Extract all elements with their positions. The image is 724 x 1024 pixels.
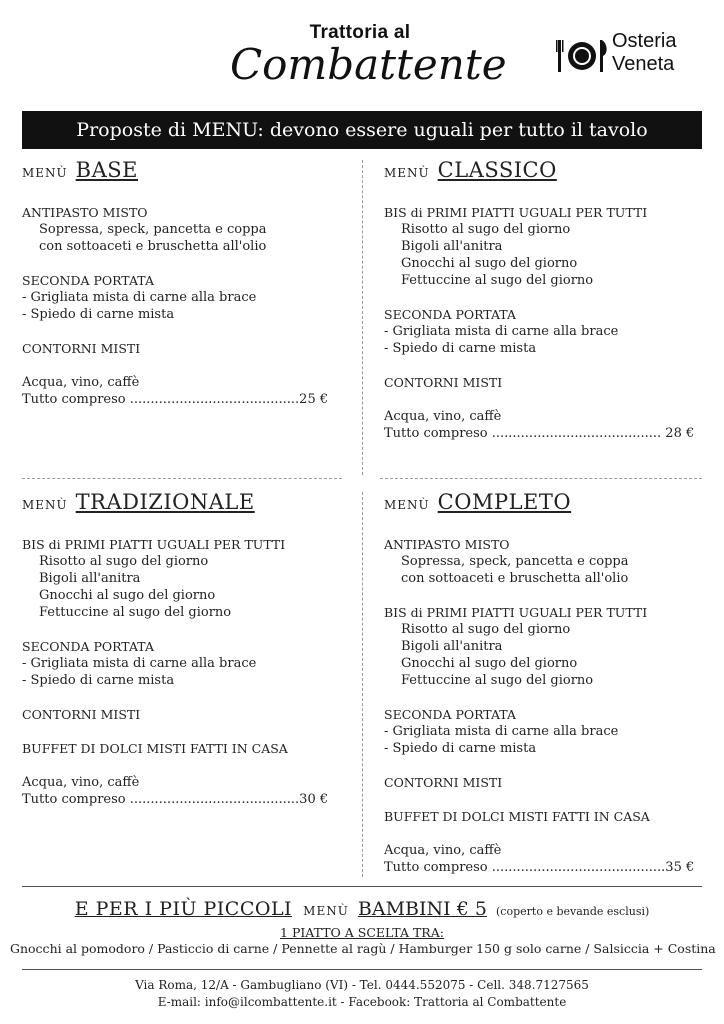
kids-menu-name: BAMBINI € 5 — [357, 898, 487, 920]
kids-choice-title: 1 PIATTO A SCELTA TRA: — [280, 925, 444, 940]
price-line: Tutto compreso .........................................30 € — [22, 792, 329, 807]
antipasto-line: con sottoaceti e bruschetta all'olio — [39, 239, 267, 254]
seconda-item: - Grigliata mista di carne alla brace — [22, 656, 257, 671]
restaurant-logo — [230, 22, 507, 89]
brand-script-text: Combattente — [230, 40, 507, 89]
antipasto-line: Sopressa, speck, pancetta e coppa — [401, 554, 629, 569]
primo-item: Gnocchi al sugo del giorno — [401, 256, 578, 271]
contorni-title: CONTORNI MISTI — [22, 341, 141, 356]
primo-item: Risotto al sugo del giorno — [39, 554, 209, 569]
osteria-veneta-text — [612, 30, 676, 76]
bis-title: BIS di PRIMI PIATTI UGUALI PER TUTTI — [384, 605, 648, 620]
menu-classico — [384, 158, 714, 442]
kids-menu-heading — [22, 898, 702, 920]
menu-label: MENÙ — [22, 498, 68, 512]
seconda-title: SECONDA PORTATA — [22, 639, 154, 654]
primo-item: Bigoli all'anitra — [401, 639, 503, 654]
osteria-veneta-logo — [556, 30, 706, 80]
primo-item: Fettuccine al sugo del giorno — [401, 673, 594, 688]
antipasto-title: ANTIPASTO MISTO — [22, 205, 148, 220]
drinks-line: Acqua, vino, caffè — [22, 375, 140, 390]
seconda-item: - Grigliata mista di carne alla brace — [22, 290, 257, 305]
primo-item: Gnocchi al sugo del giorno — [39, 588, 216, 603]
buffet-title: BUFFET DI DOLCI MISTI FATTI IN CASA — [22, 741, 288, 756]
kids-menu-label: MENÙ — [303, 904, 349, 918]
menu-completo-name: COMPLETO — [437, 490, 572, 514]
menu-base-name: BASE — [75, 158, 138, 182]
seconda-item: - Grigliata mista di carne alla brace — [384, 324, 619, 339]
osteria-line1: Osteria — [612, 30, 677, 52]
menu-label: MENÙ — [384, 166, 430, 180]
kids-menu-note: (coperto e bevande esclusi) — [496, 905, 650, 918]
column-divider-top — [362, 160, 363, 475]
column-divider-bottom — [362, 492, 363, 877]
menu-classico-heading — [384, 158, 714, 196]
footer-email-facebook: E-mail: info@ilcombattente.it - Facebook: Trattoria al Combattente — [157, 995, 567, 1009]
plate-cutlery-icon — [556, 36, 610, 76]
antipasto-title: ANTIPASTO MISTO — [384, 537, 510, 552]
primo-item: Risotto al sugo del giorno — [401, 622, 571, 637]
seconda-title: SECONDA PORTATA — [22, 273, 154, 288]
menu-tradizionale — [22, 490, 352, 808]
seconda-item: - Spiedo di carne mista — [384, 341, 537, 356]
row-divider-left — [22, 478, 342, 479]
footer-top-divider — [22, 969, 702, 970]
drinks-line: Acqua, vino, caffè — [384, 843, 502, 858]
kids-section-top-divider — [22, 886, 702, 887]
price-line: Tutto compreso ..........................................35 € — [384, 860, 695, 875]
menu-completo — [384, 490, 714, 876]
menu-proposals-banner: Proposte di MENU: devono essere uguali per tutto il tavolo — [22, 111, 702, 149]
seconda-item: - Spiedo di carne mista — [22, 673, 175, 688]
seconda-item: - Spiedo di carne mista — [384, 741, 537, 756]
menu-classico-name: CLASSICO — [437, 158, 557, 182]
menu-completo-heading — [384, 490, 714, 528]
antipasto-line: con sottoaceti e bruschetta all'olio — [401, 571, 629, 586]
primo-item: Fettuccine al sugo del giorno — [401, 273, 594, 288]
bis-title: BIS di PRIMI PIATTI UGUALI PER TUTTI — [384, 205, 648, 220]
seconda-title: SECONDA PORTATA — [384, 307, 516, 322]
brand-top-text: Trattoria al — [309, 22, 411, 43]
footer-contacts — [22, 977, 702, 1011]
contorni-title: CONTORNI MISTI — [22, 707, 141, 722]
primo-item: Risotto al sugo del giorno — [401, 222, 571, 237]
seconda-item: - Spiedo di carne mista — [22, 307, 175, 322]
kids-headline: E PER I PIÙ PICCOLI — [74, 898, 293, 920]
footer-address: Via Roma, 12/A - Gambugliano (VI) - Tel. 0444.552075 - Cell. 348.7127565 — [135, 978, 589, 992]
osteria-line2: Veneta — [612, 53, 675, 75]
drinks-line: Acqua, vino, caffè — [22, 775, 140, 790]
bis-title: BIS di PRIMI PIATTI UGUALI PER TUTTI — [22, 537, 286, 552]
menu-label: MENÙ — [22, 166, 68, 180]
primo-item: Fettuccine al sugo del giorno — [39, 605, 232, 620]
menu-base-heading — [22, 158, 352, 196]
seconda-item: - Grigliata mista di carne alla brace — [384, 724, 619, 739]
drinks-line: Acqua, vino, caffè — [384, 409, 502, 424]
contorni-title: CONTORNI MISTI — [384, 775, 503, 790]
antipasto-line: Sopressa, speck, pancetta e coppa — [39, 222, 267, 237]
contorni-title: CONTORNI MISTI — [384, 375, 503, 390]
row-divider-right — [380, 478, 702, 479]
menu-tradizionale-name: TRADIZIONALE — [75, 490, 255, 514]
primo-item: Gnocchi al sugo del giorno — [401, 656, 578, 671]
seconda-title: SECONDA PORTATA — [384, 707, 516, 722]
menu-tradizionale-heading — [22, 490, 352, 528]
kids-choice-items: Gnocchi al pomodoro / Pasticcio di carne / Pennette al ragù / Hamburger 150 g solo carne / Salsiccia + Costina — [10, 941, 716, 956]
menu-label: MENÙ — [384, 498, 430, 512]
price-line: Tutto compreso .........................................25 € — [22, 392, 329, 407]
price-line: Tutto compreso ......................................... 28 € — [384, 426, 695, 441]
primo-item: Bigoli all'anitra — [401, 239, 503, 254]
buffet-title: BUFFET DI DOLCI MISTI FATTI IN CASA — [384, 809, 650, 824]
primo-item: Bigoli all'anitra — [39, 571, 141, 586]
menu-base — [22, 158, 352, 408]
